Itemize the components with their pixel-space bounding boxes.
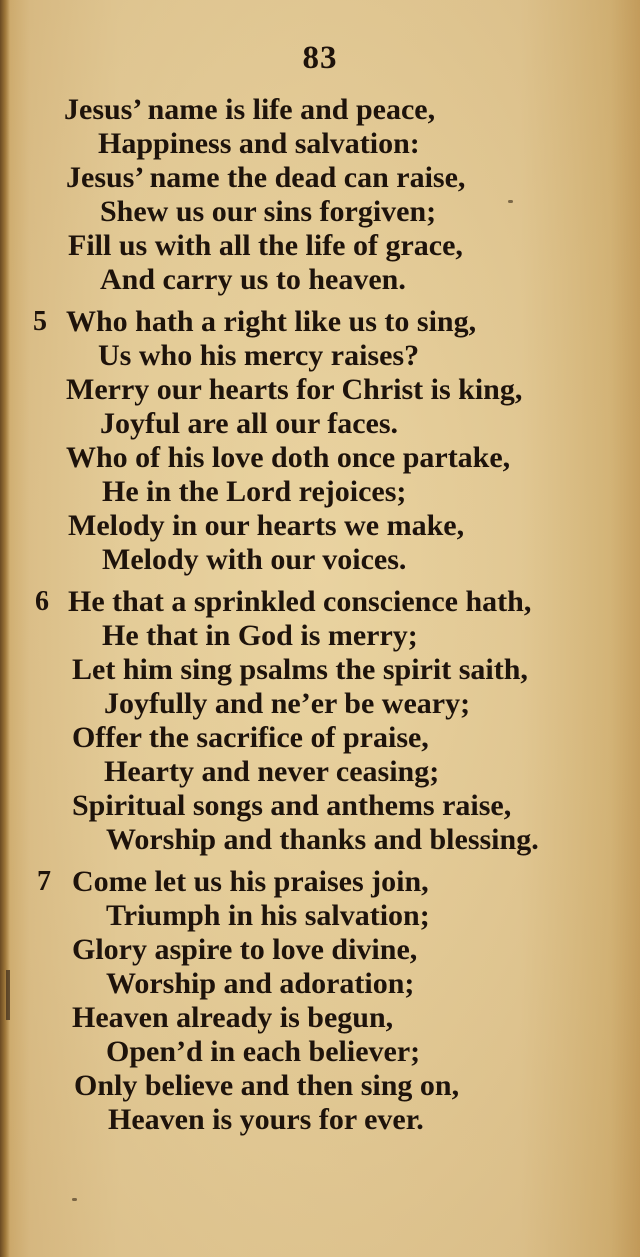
verse-line: And carry us to heaven. xyxy=(100,263,406,296)
verse-line: Jesus’ name the dead can raise, xyxy=(66,161,466,194)
verse-line: Worship and thanks and blessing. xyxy=(106,823,539,856)
verse-line: Hearty and never ceasing; xyxy=(104,755,440,788)
verse-line: Fill us with all the life of grace, xyxy=(68,229,463,262)
page-number: 83 xyxy=(302,40,338,76)
verse-line: He that in God is merry; xyxy=(102,619,418,652)
verse-line: Offer the sacrifice of praise, xyxy=(72,721,429,754)
verse-line: Melody with our voices. xyxy=(102,543,407,576)
verse-line: Happiness and salvation: xyxy=(98,127,420,160)
verse-number: 6 xyxy=(35,586,49,617)
paper-speck xyxy=(508,200,513,203)
verse-line: Heaven already is begun, xyxy=(72,1001,394,1034)
verse-line: Joyfully and ne’er be weary; xyxy=(104,687,471,720)
verse-line: Only believe and then sing on, xyxy=(74,1069,460,1102)
verse-line: Glory aspire to love divine, xyxy=(72,933,418,966)
verse-line: Us who his mercy raises? xyxy=(98,339,420,372)
verse-line: He in the Lord rejoices; xyxy=(102,475,407,508)
verse-number: 7 xyxy=(37,866,51,897)
verse-line: Jesus’ name is life and peace, xyxy=(64,93,436,126)
binding-mark xyxy=(6,970,10,1020)
verse-line: Open’d in each believer; xyxy=(106,1035,421,1068)
verse-line: Joyful are all our faces. xyxy=(100,407,399,440)
verse-line: Triumph in his salvation; xyxy=(106,899,430,932)
verse-line: Shew us our sins forgiven; xyxy=(100,195,437,228)
page-gutter xyxy=(0,0,10,1257)
verse-line: Merry our hearts for Christ is king, xyxy=(66,373,523,406)
verse-line: Let him sing psalms the spirit saith, xyxy=(72,653,528,686)
paper-speck xyxy=(72,1198,77,1201)
verse-line: Melody in our hearts we make, xyxy=(68,509,465,542)
verse-line: Who of his love doth once partake, xyxy=(66,441,511,474)
verse-line: Heaven is yours for ever. xyxy=(108,1103,424,1136)
verse-line: He that a sprinkled conscience hath, xyxy=(68,585,532,618)
verse-line: Worship and adoration; xyxy=(106,967,415,1000)
verse-line: Spiritual songs and anthems raise, xyxy=(72,789,512,822)
verse-line: Come let us his praises join, xyxy=(72,865,429,898)
verse-number: 5 xyxy=(33,306,47,337)
verse-line: Who hath a right like us to sing, xyxy=(66,305,477,338)
